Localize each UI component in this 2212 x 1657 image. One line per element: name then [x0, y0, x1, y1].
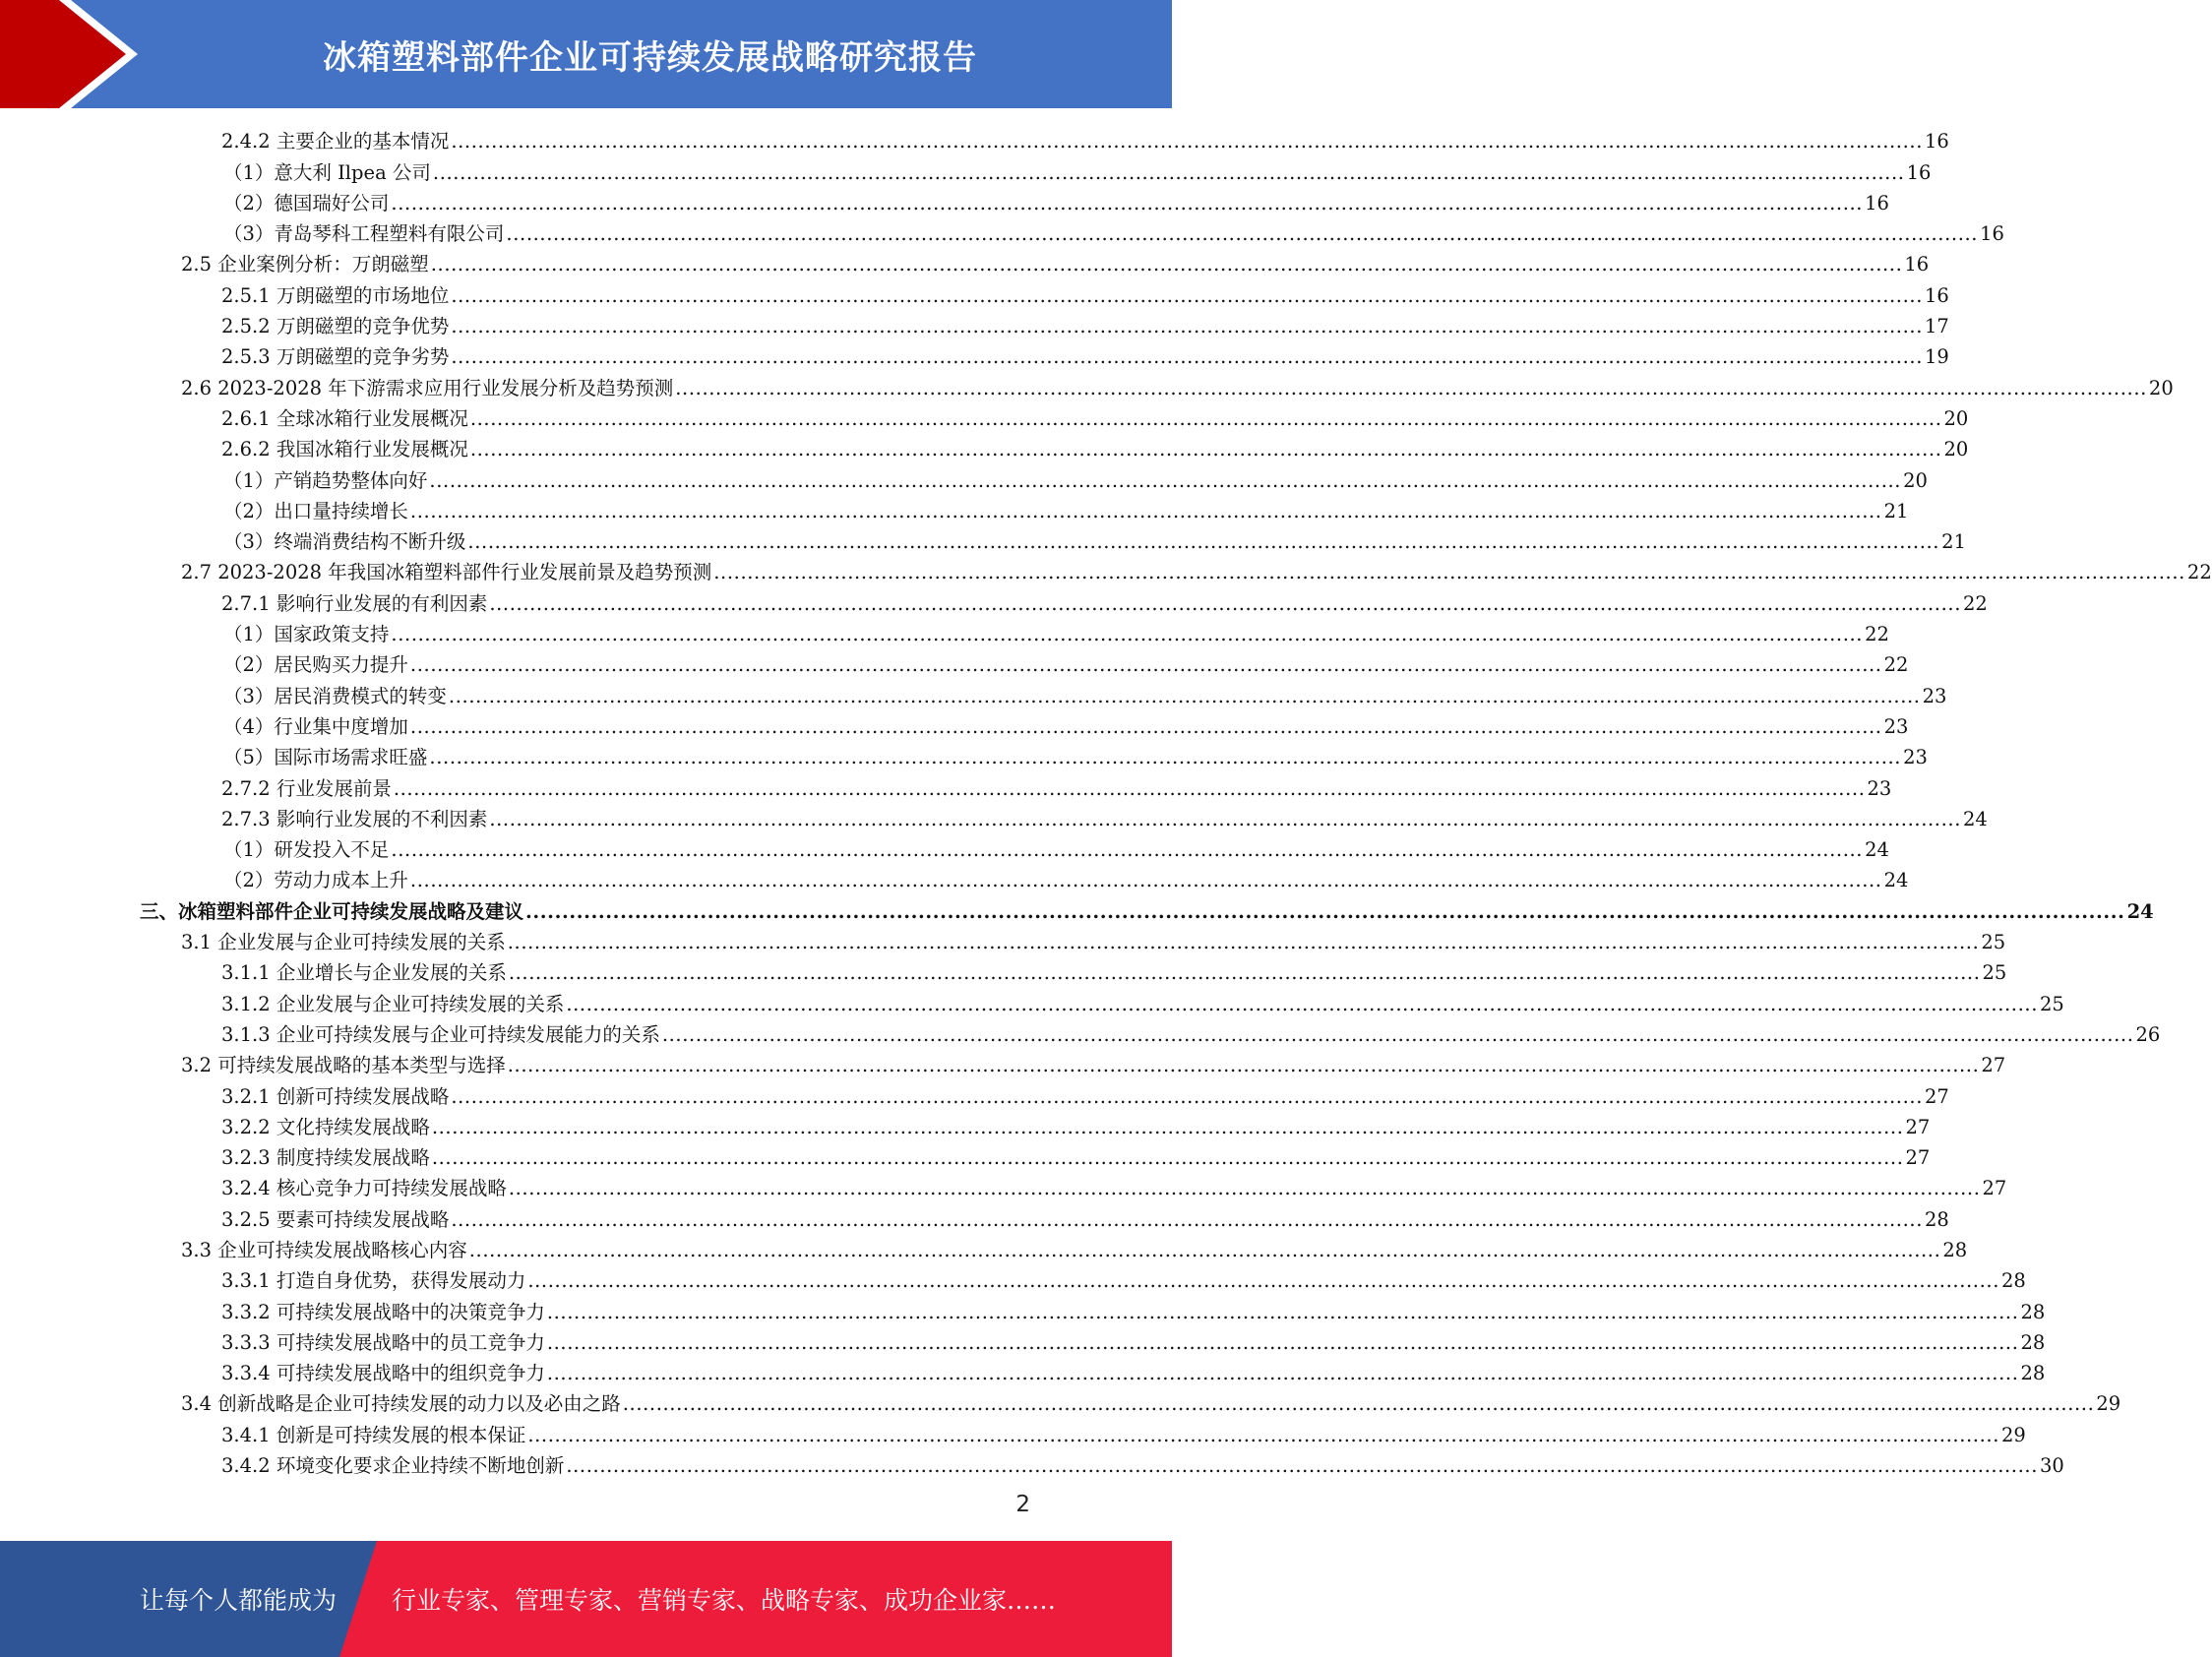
toc-entry[interactable] — [0, 679, 1947, 709]
toc-entry-title: （4）行业集中度增加 — [223, 714, 408, 738]
toc-entry-title: 3.3.2 可持续发展战略中的决策竞争力 — [221, 1300, 545, 1323]
toc-entry-page: 22 — [1865, 623, 1889, 646]
toc-entry-title: 3.2.1 创新可持续发展战略 — [221, 1084, 450, 1108]
toc-dot-leader: ............................................................................................................................................................................................................................ — [467, 530, 1940, 554]
toc-entry-page: 29 — [2001, 1423, 2026, 1446]
toc-entry-title: 2.5 企业案例分析：万朗磁塑 — [181, 253, 429, 276]
toc-entry-page: 23 — [1903, 746, 1928, 769]
toc-entry-page: 28 — [2020, 1300, 2046, 1323]
toc-dot-leader: ............................................................................................................................................................................................................................ — [546, 1300, 2019, 1323]
toc-dot-leader: ............................................................................................................................................................................................................................ — [622, 1392, 2095, 1416]
toc-entry-page: 20 — [1943, 406, 1969, 430]
toc-entry-title: 3.2.3 制度持续发展战略 — [221, 1146, 430, 1170]
toc-entry-title: 3.4.1 创新是可持续发展的根本保证 — [221, 1423, 526, 1446]
toc-entry-page: 23 — [1867, 776, 1892, 800]
toc-entry-page: 26 — [2135, 1022, 2161, 1046]
page-number: 2 — [1015, 1492, 1030, 1517]
table-of-contents — [0, 125, 2212, 1480]
toc-entry[interactable] — [0, 463, 1928, 494]
toc-entry[interactable] — [0, 248, 1930, 278]
toc-entry-page: 28 — [1942, 1238, 1968, 1261]
toc-entry-page: 27 — [1905, 1115, 1931, 1138]
toc-dot-leader: ............................................................................................................................................................................................................................ — [448, 684, 1921, 707]
toc-entry[interactable] — [0, 402, 1969, 433]
toc-entry-title: 3.1.3 企业可持续发展与企业可持续发展能力的关系 — [221, 1022, 660, 1046]
toc-entry-page: 24 — [2126, 899, 2154, 923]
toc-entry-title: 2.5.1 万朗磁塑的市场地位 — [221, 283, 450, 307]
toc-dot-leader: ............................................................................................................................................................................................................................ — [451, 315, 1923, 338]
toc-entry-page: 25 — [2040, 992, 2064, 1015]
toc-entry-page: 23 — [1922, 684, 1947, 707]
header-chevron-decoration — [0, 0, 148, 108]
toc-entry[interactable] — [0, 803, 1988, 833]
toc-dot-leader: ............................................................................................................................................................................................................................ — [566, 992, 2038, 1015]
toc-entry-title: 3.3.4 可持续发展战略中的组织竞争力 — [221, 1362, 545, 1385]
toc-dot-leader: ............................................................................................................................................................................................................................ — [431, 1115, 1904, 1138]
toc-entry[interactable] — [0, 618, 1889, 648]
toc-dot-leader: ............................................................................................................................................................................................................................ — [391, 191, 1864, 215]
toc-entry[interactable] — [0, 1141, 1931, 1172]
toc-entry-title: 2.6.2 我国冰箱行业发展概况 — [221, 438, 468, 461]
toc-entry-title: 3.3 企业可持续发展战略核心内容 — [181, 1238, 467, 1261]
toc-entry[interactable] — [0, 371, 2174, 401]
toc-entry[interactable] — [0, 1418, 2026, 1448]
toc-entry-title: 2.5.3 万朗磁塑的竞争劣势 — [221, 345, 450, 369]
toc-entry[interactable] — [0, 1172, 2007, 1202]
toc-entry[interactable] — [0, 187, 1889, 217]
toc-dot-leader: ............................................................................................................................................................................................................................ — [507, 931, 1980, 954]
toc-entry-page: 16 — [1980, 222, 2004, 246]
toc-entry[interactable] — [0, 987, 2064, 1017]
toc-entry-page: 25 — [1981, 931, 2006, 954]
toc-entry[interactable] — [0, 1326, 2046, 1357]
toc-entry-title: 3.4 创新战略是企业可持续发展的动力以及必由之路 — [181, 1392, 621, 1416]
toc-entry-page: 27 — [1905, 1146, 1931, 1170]
toc-entry-page: 27 — [1981, 1054, 2006, 1077]
toc-dot-leader: ............................................................................................................................................................................................................................ — [546, 1330, 2019, 1354]
footer-slogan-right: 行业专家、管理专家、营销专家、战略专家、成功企业家…… — [392, 1586, 1057, 1615]
toc-entry-page: 20 — [1943, 438, 1969, 461]
toc-entry-title: 三、冰箱塑料部件企业可持续发展战略及建议 — [140, 899, 524, 923]
toc-dot-leader: ............................................................................................................................................................................................................................ — [451, 1207, 1923, 1231]
toc-entry-title: （3）居民消费模式的转变 — [223, 684, 447, 707]
toc-entry[interactable] — [0, 771, 1892, 802]
toc-dot-leader: ............................................................................................................................................................................................................................ — [391, 838, 1864, 862]
toc-dot-leader: ............................................................................................................................................................................................................................ — [393, 776, 1866, 800]
toc-entry[interactable] — [0, 556, 2212, 586]
toc-entry-page: 20 — [2148, 376, 2174, 399]
toc-entry[interactable] — [0, 433, 1969, 463]
toc-entry-title: 3.2.5 要素可持续发展战略 — [221, 1207, 450, 1231]
toc-entry-page: 22 — [1883, 653, 1909, 677]
toc-dot-leader: ............................................................................................................................................................................................................................ — [409, 869, 1882, 892]
toc-dot-leader: ............................................................................................................................................................................................................................ — [429, 746, 1902, 769]
toc-entry-title: 2.6.1 全球冰箱行业发展概况 — [221, 406, 468, 430]
toc-entry-title: （1）研发投入不足 — [223, 838, 390, 862]
toc-dot-leader: ............................................................................................................................................................................................................................ — [508, 961, 1981, 985]
toc-dot-leader: ............................................................................................................................................................................................................................ — [431, 1146, 1904, 1170]
toc-entry[interactable] — [0, 648, 1909, 679]
toc-entry-page: 24 — [1865, 838, 1889, 862]
toc-entry-page: 24 — [1963, 807, 1988, 830]
toc-dot-leader: ............................................................................................................................................................................................................................ — [507, 1054, 1980, 1077]
toc-entry-title: 3.1.2 企业发展与企业可持续发展的关系 — [221, 992, 565, 1015]
toc-entry[interactable] — [0, 1387, 2121, 1418]
toc-entry-title: 2.5.2 万朗磁塑的竞争优势 — [221, 315, 450, 338]
toc-entry[interactable] — [0, 1234, 1968, 1264]
toc-entry[interactable] — [0, 125, 1949, 155]
toc-entry-page: 19 — [1925, 345, 1949, 369]
toc-entry-title: 2.7.2 行业发展前景 — [221, 776, 392, 800]
toc-entry-title: 3.2.2 文化持续发展战略 — [221, 1115, 430, 1138]
toc-entry[interactable] — [0, 926, 2006, 956]
toc-dot-leader: ............................................................................................................................................................................................................................ — [451, 283, 1923, 307]
toc-entry[interactable] — [0, 741, 1928, 771]
toc-dot-leader: ............................................................................................................................................................................................................................ — [546, 1362, 2019, 1385]
toc-entry-page: 20 — [1903, 468, 1928, 492]
toc-entry-title: （1）国家政策支持 — [223, 623, 390, 646]
toc-entry-page: 24 — [1883, 869, 1909, 892]
toc-dot-leader: ............................................................................................................................................................................................................................ — [525, 899, 2125, 923]
toc-entry[interactable] — [0, 1264, 2026, 1295]
toc-dot-leader: ............................................................................................................................................................................................................................ — [661, 1022, 2134, 1046]
toc-entry-page: 28 — [2020, 1362, 2046, 1385]
toc-dot-leader: ............................................................................................................................................................................................................................ — [566, 1454, 2038, 1478]
toc-entry[interactable] — [0, 833, 1889, 864]
report-title: 冰箱塑料部件企业可持续发展战略研究报告 — [323, 37, 977, 78]
toc-entry[interactable] — [0, 278, 1949, 309]
toc-entry[interactable] — [0, 1295, 2046, 1325]
toc-entry[interactable] — [0, 525, 1966, 556]
toc-entry[interactable] — [0, 217, 2004, 248]
toc-dot-leader: ............................................................................................................................................................................................................................ — [527, 1269, 1999, 1293]
toc-dot-leader: ............................................................................................................................................................................................................................ — [468, 1238, 1941, 1261]
toc-entry-title: （5）国际市场需求旺盛 — [223, 746, 428, 769]
toc-entry-page: 25 — [1982, 961, 2007, 985]
toc-dot-leader: ............................................................................................................................................................................................................................ — [489, 807, 1961, 830]
toc-entry-page: 28 — [2020, 1330, 2046, 1354]
toc-entry-title: 2.4.2 主要企业的基本情况 — [221, 130, 450, 153]
toc-entry-title: 2.7.3 影响行业发展的不利因素 — [221, 807, 488, 830]
report-header — [0, 0, 1172, 108]
toc-dot-leader: ............................................................................................................................................................................................................................ — [430, 253, 1903, 276]
toc-entry-title: （1）产销趋势整体向好 — [223, 468, 428, 492]
toc-entry-title: 3.3.3 可持续发展战略中的员工竞争力 — [221, 1330, 545, 1354]
toc-entry-page: 22 — [1963, 591, 1988, 615]
toc-entry[interactable] — [0, 155, 1932, 186]
toc-dot-leader: ............................................................................................................................................................................................................................ — [713, 561, 2185, 584]
toc-entry-title: （1）意大利 Ilpea 公司 — [223, 160, 431, 184]
toc-entry[interactable] — [0, 1079, 1949, 1110]
toc-dot-leader: ............................................................................................................................................................................................................................ — [451, 345, 1923, 369]
toc-entry-page: 28 — [2001, 1269, 2026, 1293]
toc-entry[interactable] — [0, 956, 2007, 987]
toc-entry-page: 30 — [2040, 1454, 2064, 1478]
toc-entry-title: 3.1 企业发展与企业可持续发展的关系 — [181, 931, 506, 954]
footer-banner — [0, 1541, 1172, 1657]
toc-entry[interactable] — [0, 894, 2154, 925]
toc-entry-title: （3）终端消费结构不断升级 — [223, 530, 466, 554]
toc-entry-page: 16 — [1865, 191, 1889, 215]
toc-entry-page: 16 — [1925, 283, 1949, 307]
toc-entry-page: 23 — [1883, 714, 1909, 738]
toc-entry-title: 3.2.4 核心竞争力可持续发展战略 — [221, 1177, 507, 1200]
toc-entry-title: （2）居民购买力提升 — [223, 653, 408, 677]
toc-entry-title: （2）德国瑞好公司 — [223, 191, 390, 215]
toc-entry-title: 3.4.2 环境变化要求企业持续不断地创新 — [221, 1454, 565, 1478]
toc-entry-title: （3）青岛琴科工程塑料有限公司 — [223, 222, 505, 246]
toc-entry-page: 28 — [1925, 1207, 1949, 1231]
toc-entry[interactable] — [0, 1357, 2046, 1387]
toc-entry-title: 2.6 2023-2028 年下游需求应用行业发展分析及趋势预测 — [181, 376, 674, 399]
toc-entry[interactable] — [0, 1449, 2064, 1480]
toc-entry[interactable] — [0, 310, 1949, 340]
toc-entry[interactable] — [0, 495, 1909, 525]
toc-dot-leader: ............................................................................................................................................................................................................................ — [432, 160, 1905, 184]
toc-entry-page: 29 — [2096, 1392, 2121, 1416]
toc-entry[interactable] — [0, 710, 1909, 741]
toc-entry-title: 2.7.1 影响行业发展的有利因素 — [221, 591, 488, 615]
toc-entry-page: 27 — [1925, 1084, 1949, 1108]
toc-entry[interactable] — [0, 1049, 2006, 1079]
toc-entry-title: 3.2 可持续发展战略的基本类型与选择 — [181, 1054, 506, 1077]
toc-dot-leader: ............................................................................................................................................................................................................................ — [469, 406, 1942, 430]
toc-entry-page: 16 — [1925, 130, 1949, 153]
toc-entry-page: 16 — [1904, 253, 1930, 276]
toc-entry[interactable] — [0, 1202, 1949, 1233]
toc-entry-page: 27 — [1982, 1177, 2007, 1200]
toc-entry-page: 16 — [1906, 160, 1932, 184]
toc-dot-leader: ............................................................................................................................................................................................................................ — [391, 623, 1864, 646]
toc-dot-leader: ............................................................................................................................................................................................................................ — [429, 468, 1902, 492]
toc-entry-title: 3.3.1 打造自身优势，获得发展动力 — [221, 1269, 526, 1293]
toc-entry-page: 21 — [1883, 499, 1909, 522]
toc-entry-page: 21 — [1941, 530, 1966, 554]
toc-dot-leader: ............................................................................................................................................................................................................................ — [409, 653, 1882, 677]
toc-dot-leader: ............................................................................................................................................................................................................................ — [675, 376, 2147, 399]
footer-slogan-left: 让每个人都能成为 — [140, 1586, 338, 1615]
toc-dot-leader: ............................................................................................................................................................................................................................ — [489, 591, 1961, 615]
toc-dot-leader: ............................................................................................................................................................................................................................ — [506, 222, 1979, 246]
toc-entry[interactable] — [0, 586, 1988, 617]
toc-dot-leader: ............................................................................................................................................................................................................................ — [451, 1084, 1923, 1108]
toc-dot-leader: ............................................................................................................................................................................................................................ — [409, 499, 1882, 522]
toc-entry-page: 17 — [1925, 315, 1949, 338]
toc-entry-title: （2）劳动力成本上升 — [223, 869, 408, 892]
toc-entry[interactable] — [0, 864, 1909, 894]
toc-entry[interactable] — [0, 1111, 1931, 1141]
toc-entry[interactable] — [0, 340, 1949, 371]
toc-dot-leader: ............................................................................................................................................................................................................................ — [451, 130, 1923, 153]
toc-entry-page: 22 — [2186, 561, 2212, 584]
toc-dot-leader: ............................................................................................................................................................................................................................ — [508, 1177, 1981, 1200]
toc-entry-title: 3.1.1 企业增长与企业发展的关系 — [221, 961, 507, 985]
toc-dot-leader: ............................................................................................................................................................................................................................ — [469, 438, 1942, 461]
toc-dot-leader: ............................................................................................................................................................................................................................ — [409, 714, 1882, 738]
toc-dot-leader: ............................................................................................................................................................................................................................ — [527, 1423, 1999, 1446]
toc-entry-title: （2）出口量持续增长 — [223, 499, 408, 522]
toc-entry-title: 2.7 2023-2028 年我国冰箱塑料部件行业发展前景及趋势预测 — [181, 561, 712, 584]
toc-entry[interactable] — [0, 1018, 2161, 1049]
